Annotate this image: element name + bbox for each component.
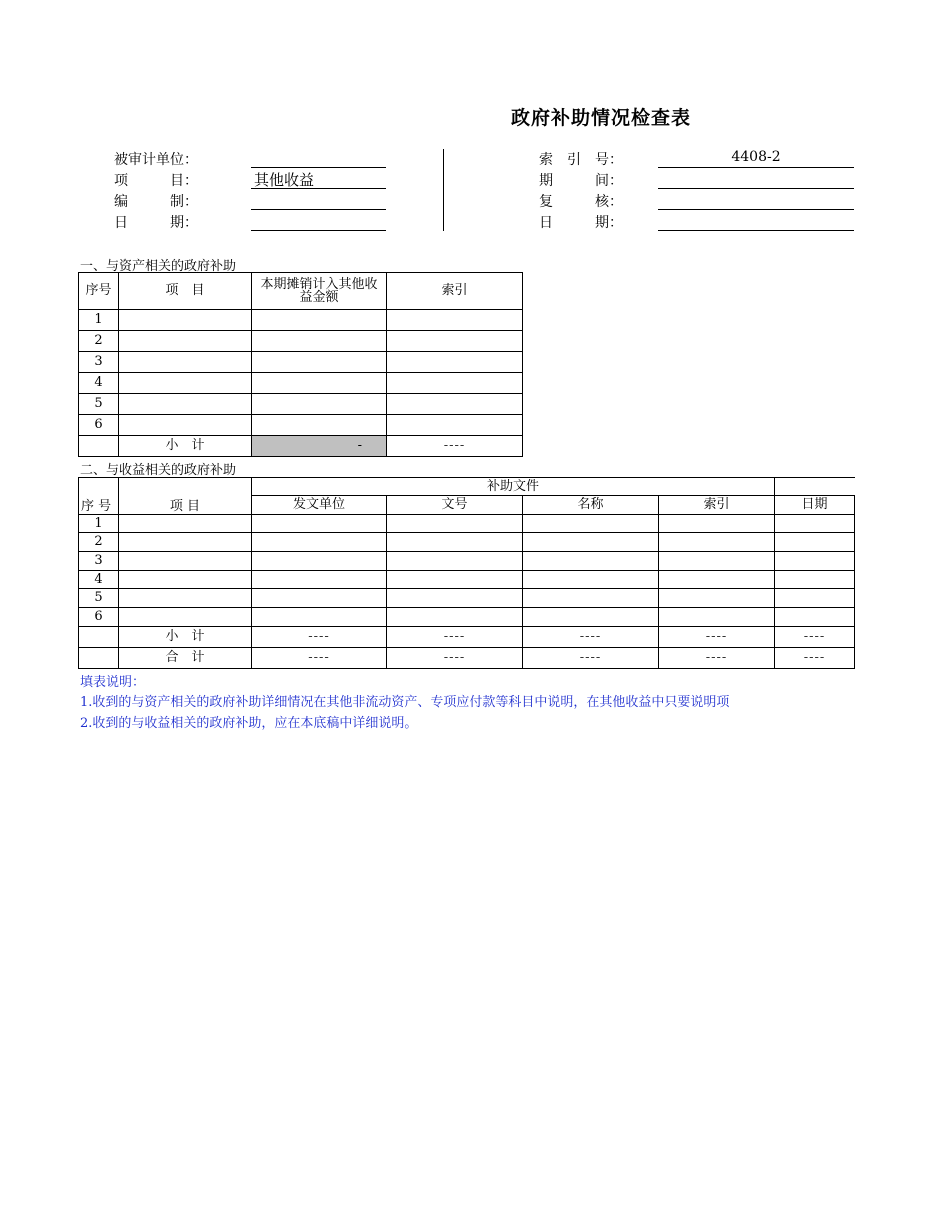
cell-item[interactable] (119, 331, 252, 352)
cell-issuer[interactable] (252, 589, 387, 608)
income-subsidy-table (78, 477, 855, 669)
col-header-seq: 序 号 (79, 478, 119, 515)
cell-index[interactable] (387, 415, 523, 436)
cell-amount[interactable] (252, 373, 387, 394)
subtotal-amount: - (252, 436, 387, 457)
cell-index[interactable] (659, 571, 775, 589)
review-label: 复 核： (539, 194, 623, 210)
col-header-doc-no: 文号 (387, 496, 523, 515)
col-header-seq: 序号 (79, 273, 119, 310)
col-header-index: 索引 (387, 273, 523, 310)
item-field[interactable] (251, 188, 386, 189)
cell-empty (775, 478, 855, 496)
row-number: 6 (79, 608, 119, 627)
cell-doc-no[interactable] (387, 515, 523, 533)
total-label: 合 计 (119, 648, 252, 669)
prepared-field[interactable] (251, 209, 386, 210)
date-label-right: 日 期： (539, 215, 623, 231)
section1-title: 一、与资产相关的政府补助 (80, 259, 237, 274)
auditee-label: 被审计单位： (114, 152, 198, 168)
cell-amount[interactable] (252, 394, 387, 415)
cell-name[interactable] (523, 552, 659, 571)
row-number: 1 (79, 515, 119, 533)
row-number: 2 (79, 331, 119, 352)
cell-item[interactable] (119, 310, 252, 331)
row-number: 6 (79, 415, 119, 436)
cell-item[interactable] (119, 394, 252, 415)
cell-index[interactable] (387, 331, 523, 352)
date-label-left: 日 期： (114, 215, 198, 231)
cell-item[interactable] (119, 533, 252, 552)
cell-item[interactable] (119, 571, 252, 589)
cell-date[interactable] (775, 515, 855, 533)
subtotal-name: ---- (523, 627, 659, 648)
cell-index[interactable] (659, 533, 775, 552)
row-number: 3 (79, 352, 119, 373)
col-header-item: 项 目 (119, 478, 252, 515)
cell-date[interactable] (775, 589, 855, 608)
total-issuer: ---- (252, 648, 387, 669)
cell-amount[interactable] (252, 352, 387, 373)
cell-item[interactable] (119, 515, 252, 533)
cell-item[interactable] (119, 373, 252, 394)
cell-index[interactable] (387, 310, 523, 331)
cell-index[interactable] (387, 352, 523, 373)
header-divider (443, 149, 444, 231)
index-label: 索 引 号： (539, 152, 623, 168)
cell-item[interactable] (119, 352, 252, 373)
page-title: 政府补助情况检查表 (511, 107, 692, 129)
auditee-field[interactable] (251, 167, 386, 168)
period-label: 期 间： (539, 173, 623, 189)
item-label: 项 目： (114, 173, 198, 189)
cell-index[interactable] (387, 394, 523, 415)
index-value: 4408-2 (731, 149, 781, 165)
cell-doc-no[interactable] (387, 571, 523, 589)
cell-item[interactable] (119, 415, 252, 436)
subtotal-date: ---- (775, 627, 855, 648)
col-header-date: 日期 (775, 496, 855, 515)
subtotal-label: 小 计 (119, 436, 252, 457)
row-number: 5 (79, 589, 119, 608)
col-header-name: 名称 (523, 496, 659, 515)
notes-title: 填表说明： (80, 675, 146, 690)
cell-amount[interactable] (252, 415, 387, 436)
row-number: 4 (79, 373, 119, 394)
total-name: ---- (523, 648, 659, 669)
cell-issuer[interactable] (252, 533, 387, 552)
cell-issuer[interactable] (252, 571, 387, 589)
cell-issuer[interactable] (252, 608, 387, 627)
index-field[interactable] (658, 167, 854, 168)
cell-doc-no[interactable] (387, 608, 523, 627)
group-header-documents: 补助文件 (252, 478, 775, 496)
row-number: 3 (79, 552, 119, 571)
cell-index[interactable] (659, 515, 775, 533)
section2-title: 二、与收益相关的政府补助 (80, 463, 237, 478)
note-item-1: 1.收到的与资产相关的政府补助详细情况在其他非流动资产、专项应付款等科目中说明，在其他收益中只要说明项 (80, 695, 730, 710)
period-field[interactable] (658, 188, 854, 189)
date-field-right[interactable] (658, 230, 854, 231)
col-header-index: 索引 (659, 496, 775, 515)
cell-name[interactable] (523, 571, 659, 589)
cell-index[interactable] (659, 589, 775, 608)
cell-doc-no[interactable] (387, 533, 523, 552)
subtotal-label: 小 计 (119, 627, 252, 648)
subtotal-index: ---- (659, 627, 775, 648)
cell-amount[interactable] (252, 310, 387, 331)
row-number: 5 (79, 394, 119, 415)
cell-empty (79, 627, 119, 648)
cell-empty (79, 436, 119, 457)
col-header-amount: 本期摊销计入其他收益金额 (252, 273, 387, 310)
total-doc-no: ---- (387, 648, 523, 669)
cell-date[interactable] (775, 571, 855, 589)
cell-issuer[interactable] (252, 552, 387, 571)
cell-item[interactable] (119, 552, 252, 571)
total-date: ---- (775, 648, 855, 669)
subtotal-index: ---- (387, 436, 523, 457)
cell-item[interactable] (119, 589, 252, 608)
cell-name[interactable] (523, 589, 659, 608)
subtotal-doc-no: ---- (387, 627, 523, 648)
cell-date[interactable] (775, 608, 855, 627)
cell-item[interactable] (119, 608, 252, 627)
date-field-left[interactable] (251, 230, 386, 231)
cell-amount[interactable] (252, 331, 387, 352)
col-header-item: 项 目 (119, 273, 252, 310)
row-number: 4 (79, 571, 119, 589)
cell-index[interactable] (659, 552, 775, 571)
cell-index[interactable] (387, 373, 523, 394)
total-index: ---- (659, 648, 775, 669)
col-header-issuer: 发文单位 (252, 496, 387, 515)
cell-date[interactable] (775, 552, 855, 571)
cell-name[interactable] (523, 515, 659, 533)
note-item-2: 2.收到的与收益相关的政府补助，应在本底稿中详细说明。 (80, 716, 418, 731)
cell-name[interactable] (523, 533, 659, 552)
cell-empty (79, 648, 119, 669)
cell-issuer[interactable] (252, 515, 387, 533)
row-number: 2 (79, 533, 119, 552)
row-number: 1 (79, 310, 119, 331)
cell-name[interactable] (523, 608, 659, 627)
asset-subsidy-table (78, 272, 523, 457)
cell-index[interactable] (659, 608, 775, 627)
cell-date[interactable] (775, 533, 855, 552)
prepared-label: 编 制： (114, 194, 198, 210)
item-value: 其他收益 (254, 171, 315, 189)
cell-doc-no[interactable] (387, 552, 523, 571)
review-field[interactable] (658, 209, 854, 210)
cell-doc-no[interactable] (387, 589, 523, 608)
subtotal-issuer: ---- (252, 627, 387, 648)
